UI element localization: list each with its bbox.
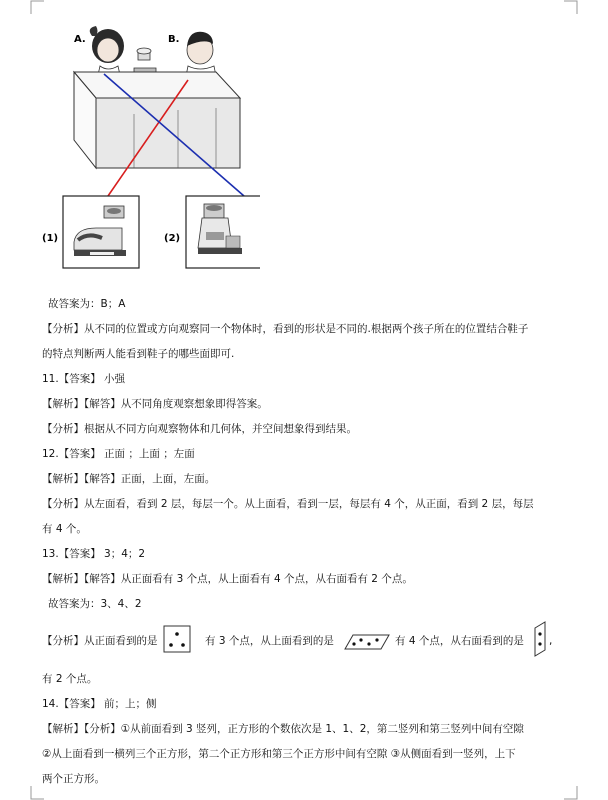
q13-analysis-a: 【分析】从正面看到的是 (42, 635, 158, 647)
top-view-dots-figure (343, 632, 391, 652)
q13-analysis-comma: , (549, 635, 553, 647)
corner-mark-top-right (564, 0, 578, 14)
q11-answer: 11.【答案】 小强 (42, 373, 126, 385)
observation-figure (30, 18, 260, 280)
q13-answer: 13.【答案】 3；4；2 (42, 548, 146, 560)
front-view-dots-figure (162, 624, 192, 654)
label-b: B. (168, 34, 180, 45)
q13-analysis-c: 有 4 个点，从右面看到的是 (395, 635, 524, 647)
q12-analysis-b: 有 4 个。 (42, 523, 87, 535)
corner-mark-bottom-left (30, 786, 44, 800)
q14-analysis-b: ②从上面看到一横列三个正方形，第二个正方形和第三个正方形中间有空隙 ③从侧面看到一竖列，上下 (42, 748, 516, 760)
analysis-line-10b: 的特点判断两人能看到鞋子的哪些面即可. (42, 348, 235, 360)
answer-line-10: 故答案为：B；A (48, 298, 126, 310)
option-1-label: (1) (42, 233, 59, 244)
q12-answer: 12.【答案】 正面 ；上面 ；左面 (42, 448, 195, 460)
q11-solution: 【解析】【解答】从不同角度观察想象即得答案。 (42, 398, 268, 410)
q13-solution: 【解析】【解答】从正面看有 3 个点，从上面看有 4 个点，从右面看有 2 个点。 (42, 573, 413, 585)
q14-analysis-c: 两个正方形。 (42, 773, 105, 785)
label-a: A. (74, 34, 86, 45)
q12-analysis-a: 【分析】从左面看，看到 2 层，每层一个。从上面看，看到一层，每层有 4 个，从正面，看到 2 层，每层 (42, 498, 534, 510)
q14-answer: 14.【答案】 前；上；侧 (42, 698, 157, 710)
q11-analysis: 【分析】根据从不同方向观察物体和几何体，并空间想象得到结果。 (42, 423, 357, 435)
q12-solution: 【解析】【解答】正面，上面，左面。 (42, 473, 216, 485)
right-view-dots-figure (532, 620, 548, 658)
q13-analysis-b: 有 3 个点，从上面看到的是 (205, 635, 334, 647)
q13-analysis-d: 有 2 个点。 (42, 673, 98, 685)
analysis-line-10a: 【分析】从不同的位置或方向观察同一个物体时，看到的形状是不同的.根据两个孩子所在的位置结合鞋子 (42, 323, 529, 335)
q13-final-answer: 故答案为：3、4、2 (48, 598, 142, 610)
q14-analysis-a: 【解析】【分析】①从前面看到 3 竖列，正方形的个数依次是 1、1、2，第二竖列和第三竖列中间有空隙 (42, 723, 524, 735)
corner-mark-bottom-right (564, 786, 578, 800)
corner-mark-top-left (30, 0, 44, 14)
option-2-label: (2) (164, 233, 181, 244)
